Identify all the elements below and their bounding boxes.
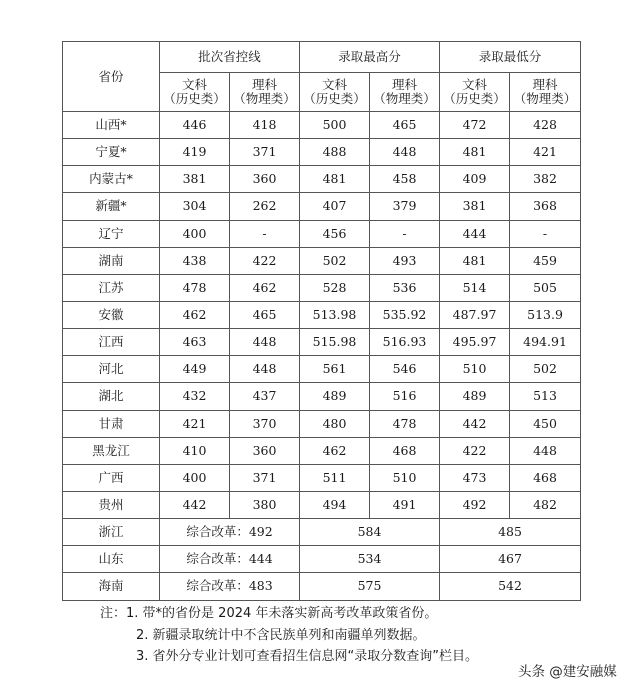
source-watermark: 头条 @建安融媒: [518, 664, 617, 680]
province-cell: 宁夏*: [63, 139, 160, 166]
score-cell: 478: [160, 274, 230, 301]
table-row: [63, 166, 581, 193]
subheader-subject: 文科: [181, 77, 207, 92]
reform-control-cell: 综合改革：444: [160, 546, 300, 573]
table-row: [63, 437, 581, 464]
subheader-subject: 文科: [322, 77, 348, 92]
score-cell: 432: [160, 383, 230, 410]
score-cell: 495.97: [440, 329, 510, 356]
subheader-subject: 理科: [532, 77, 558, 92]
score-cell: 418: [230, 112, 300, 139]
province-cell: 贵州: [63, 491, 160, 518]
score-cell: 438: [160, 247, 230, 274]
score-cell: 262: [230, 193, 300, 220]
note-line-3: 3. 省外分专业计划可查看招生信息网“录取分数查询”栏目。: [136, 649, 479, 664]
score-cell: 536: [370, 274, 440, 301]
score-cell: 500: [300, 112, 370, 139]
score-cell: 382: [510, 166, 581, 193]
score-cell: 437: [230, 383, 300, 410]
province-cell: 辽宁: [63, 220, 160, 247]
score-cell: 458: [370, 166, 440, 193]
score-cell: 494: [300, 491, 370, 518]
score-cell: 546: [370, 356, 440, 383]
score-cell: 491: [370, 491, 440, 518]
score-cell: 410: [160, 437, 230, 464]
province-cell: 海南: [63, 573, 160, 600]
score-cell: 371: [230, 464, 300, 491]
table-row-reform: [63, 546, 581, 573]
score-cell: 446: [160, 112, 230, 139]
table-row: [63, 220, 581, 247]
reform-control-cell: 综合改革：483: [160, 573, 300, 600]
reform-min-cell: 542: [440, 573, 581, 600]
reform-max-cell: 575: [300, 573, 440, 600]
score-cell: 442: [160, 491, 230, 518]
province-cell: 内蒙古*: [63, 166, 160, 193]
score-cell: 493: [370, 247, 440, 274]
score-cell: 409: [440, 166, 510, 193]
score-cell: 468: [370, 437, 440, 464]
score-cell: 371: [230, 139, 300, 166]
score-cell: 450: [510, 410, 581, 437]
score-cell: 381: [440, 193, 510, 220]
reform-max-cell: 584: [300, 519, 440, 546]
score-cell: 513: [510, 383, 581, 410]
province-cell: 广西: [63, 464, 160, 491]
score-cell: 488: [300, 139, 370, 166]
score-cell: 380: [230, 491, 300, 518]
province-cell: 江西: [63, 329, 160, 356]
score-cell: 360: [230, 437, 300, 464]
table-row: [63, 383, 581, 410]
province-cell: 河北: [63, 356, 160, 383]
score-cell: 494.91: [510, 329, 581, 356]
score-cell: 492: [440, 491, 510, 518]
score-cell: 502: [300, 247, 370, 274]
score-cell: 480: [300, 410, 370, 437]
table-row: [63, 112, 581, 139]
subheader-category: （历史类）: [443, 91, 506, 106]
province-cell: 安徽: [63, 301, 160, 328]
subheader-cell: [510, 73, 581, 112]
table-row: [63, 193, 581, 220]
score-cell: 511: [300, 464, 370, 491]
footnotes: [100, 603, 478, 668]
subheader-category: （物理类）: [233, 91, 296, 106]
score-cell: 407: [300, 193, 370, 220]
province-cell: 山东: [63, 546, 160, 573]
province-cell: 新疆*: [63, 193, 160, 220]
admission-score-table: [62, 41, 581, 601]
subheader-cell: [440, 73, 510, 112]
score-cell: 381: [160, 166, 230, 193]
subheader-subject: 理科: [252, 77, 278, 92]
score-cell: 442: [440, 410, 510, 437]
score-cell: 481: [440, 139, 510, 166]
score-cell: 421: [160, 410, 230, 437]
score-cell: 481: [440, 247, 510, 274]
province-cell: 黑龙江: [63, 437, 160, 464]
score-cell: 510: [440, 356, 510, 383]
score-cell: 502: [510, 356, 581, 383]
score-cell: 360: [230, 166, 300, 193]
subheader-subject: 理科: [392, 77, 418, 92]
score-cell: -: [370, 220, 440, 247]
province-cell: 江苏: [63, 274, 160, 301]
table-row: [63, 329, 581, 356]
score-cell: -: [230, 220, 300, 247]
table-row-reform: [63, 519, 581, 546]
score-cell: 448: [510, 437, 581, 464]
score-cell: 468: [510, 464, 581, 491]
score-cell: 448: [370, 139, 440, 166]
subheader-cell: [160, 73, 230, 112]
score-cell: 514: [440, 274, 510, 301]
subheader-cell: [370, 73, 440, 112]
score-cell: 462: [300, 437, 370, 464]
reform-control-cell: 综合改革：492: [160, 519, 300, 546]
score-cell: 535.92: [370, 301, 440, 328]
score-cell: 510: [370, 464, 440, 491]
subheader-cell: [230, 73, 300, 112]
score-cell: 478: [370, 410, 440, 437]
score-cell: 513.98: [300, 301, 370, 328]
reform-min-cell: 485: [440, 519, 581, 546]
table-row: [63, 410, 581, 437]
province-cell: 甘肃: [63, 410, 160, 437]
table-row: [63, 301, 581, 328]
score-cell: 421: [510, 139, 581, 166]
score-cell: 444: [440, 220, 510, 247]
subheader-category: （物理类）: [373, 91, 436, 106]
score-cell: 419: [160, 139, 230, 166]
score-cell: 463: [160, 329, 230, 356]
table-row: [63, 356, 581, 383]
subheader-subject: 文科: [462, 77, 488, 92]
reform-max-cell: 534: [300, 546, 440, 573]
score-cell: 304: [160, 193, 230, 220]
score-cell: 489: [300, 383, 370, 410]
score-cell: 462: [160, 301, 230, 328]
score-cell: 482: [510, 491, 581, 518]
score-cell: 516: [370, 383, 440, 410]
header-max-score: 录取最高分: [300, 42, 440, 73]
score-cell: 515.98: [300, 329, 370, 356]
score-cell: 379: [370, 193, 440, 220]
score-cell: -: [510, 220, 581, 247]
table-row: [63, 274, 581, 301]
province-cell: 湖南: [63, 247, 160, 274]
score-cell: 465: [370, 112, 440, 139]
score-cell: 370: [230, 410, 300, 437]
table-row: [63, 247, 581, 274]
note-line-1: 1. 带*的省份是 2024 年未落实新高考改革政策省份。: [126, 606, 438, 621]
subheader-cell: [300, 73, 370, 112]
score-cell: 472: [440, 112, 510, 139]
score-cell: 456: [300, 220, 370, 247]
score-cell: 422: [440, 437, 510, 464]
score-cell: 516.93: [370, 329, 440, 356]
header-province: 省份: [63, 42, 160, 112]
score-cell: 513.9: [510, 301, 581, 328]
subheader-category: （历史类）: [303, 91, 366, 106]
score-cell: 368: [510, 193, 581, 220]
score-cell: 487.97: [440, 301, 510, 328]
score-cell: 428: [510, 112, 581, 139]
score-cell: 459: [510, 247, 581, 274]
province-cell: 山西*: [63, 112, 160, 139]
score-cell: 561: [300, 356, 370, 383]
score-cell: 422: [230, 247, 300, 274]
table-row: [63, 464, 581, 491]
notes-prefix: 注：: [100, 606, 127, 621]
score-cell: 489: [440, 383, 510, 410]
subheader-category: （物理类）: [513, 91, 577, 106]
score-cell: 505: [510, 274, 581, 301]
score-cell: 400: [160, 220, 230, 247]
table-row: [63, 491, 581, 518]
table-row: [63, 139, 581, 166]
province-cell: 浙江: [63, 519, 160, 546]
header-control-line: 批次省控线: [160, 42, 300, 73]
score-cell: 448: [230, 329, 300, 356]
province-cell: 湖北: [63, 383, 160, 410]
score-cell: 448: [230, 356, 300, 383]
table-row-reform: [63, 573, 581, 600]
reform-min-cell: 467: [440, 546, 581, 573]
header-min-score: 录取最低分: [440, 42, 581, 73]
score-cell: 462: [230, 274, 300, 301]
score-cell: 449: [160, 356, 230, 383]
score-cell: 473: [440, 464, 510, 491]
score-cell: 481: [300, 166, 370, 193]
subheader-category: （历史类）: [163, 91, 226, 106]
score-cell: 465: [230, 301, 300, 328]
score-cell: 400: [160, 464, 230, 491]
score-cell: 528: [300, 274, 370, 301]
note-line-2: 2. 新疆录取统计中不含民族单列和南疆单列数据。: [136, 627, 426, 643]
